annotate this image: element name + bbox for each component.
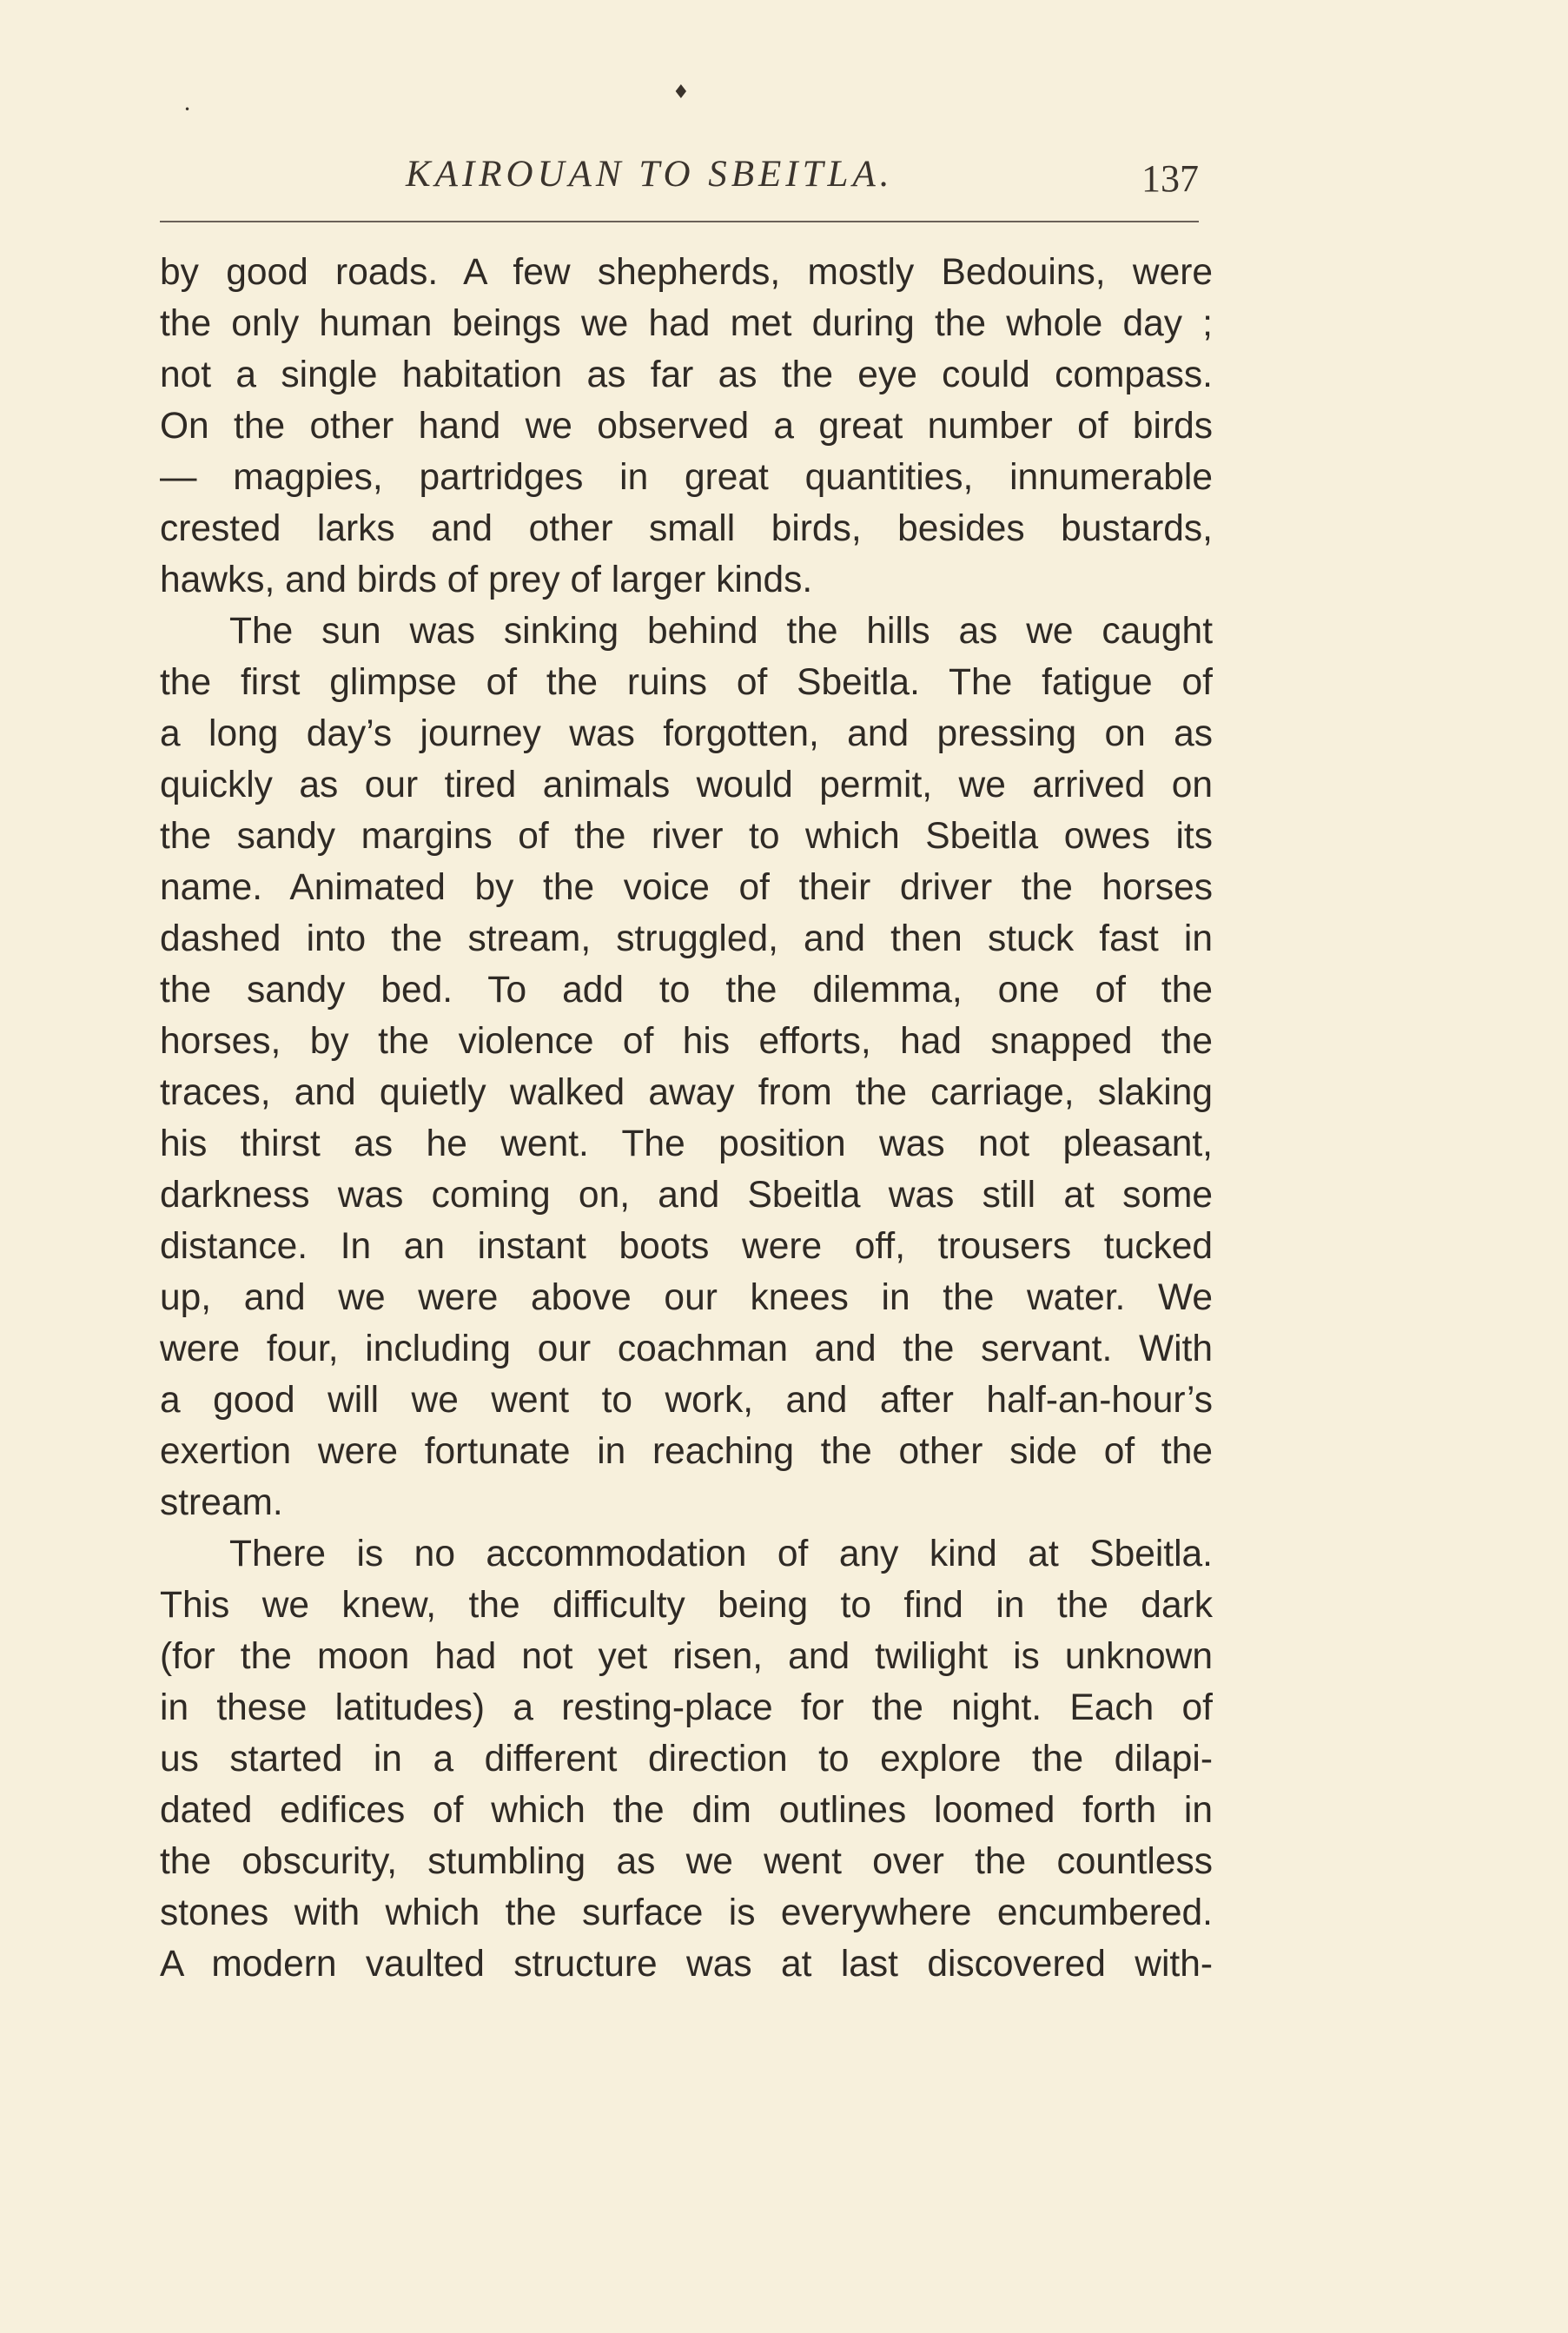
running-title: KAIROUAN TO SBEITLA. [406, 154, 894, 195]
text-line: the sandy bed. To add to the dilemma, one of the [160, 970, 1213, 1011]
speck-mark: • [184, 103, 191, 116]
text-line: the obscurity, stumbling as we went over the countless [160, 1841, 1213, 1882]
text-line: — magpies, partridges in great quantities, innumerable [160, 457, 1213, 498]
text-line: stones with which the surface is everywhere encumbered. [160, 1892, 1213, 1933]
text-line: crested larks and other small birds, besides bustards, [160, 508, 1213, 549]
text-line: There is no accommodation of any kind at Sbeitla. [229, 1534, 1213, 1574]
text-line: a good will we went to work, and after half-an-hour’s [160, 1380, 1213, 1421]
body-text [160, 247, 1213, 1990]
text-line: not a single habitation as far as the eye could compass. [160, 355, 1213, 395]
text-line: the first glimpse of the ruins of Sbeitla. The fatigue of [160, 662, 1213, 703]
text-line: darkness was coming on, and Sbeitla was still at some [160, 1175, 1213, 1216]
text-line: quickly as our tired animals would permit, we arrived on [160, 765, 1213, 805]
page-number: 137 [1141, 157, 1199, 200]
running-head [160, 146, 1199, 207]
text-line: distance. In an instant boots were off, trousers tucked [160, 1226, 1213, 1267]
text-line: in these latitudes) a resting-place for the night. Each of [160, 1687, 1213, 1728]
text-line: A modern vaulted structure was at last discovered with- [160, 1944, 1213, 1985]
text-line: The sun was sinking behind the hills as we caught [229, 611, 1213, 652]
text-line: (for the moon had not yet risen, and twilight is unknown [160, 1636, 1213, 1677]
text-line: dashed into the stream, struggled, and then stuck fast in [160, 918, 1213, 959]
printer-mark-ornament: ♦ [672, 82, 690, 103]
text-line: the only human beings we had met during the whole day ; [160, 303, 1213, 344]
text-line: a long day’s journey was forgotten, and pressing on as [160, 713, 1213, 754]
text-line: stream. [160, 1482, 283, 1523]
text-line: name. Animated by the voice of their driver the horses [160, 867, 1213, 908]
text-line: On the other hand we observed a great number of birds [160, 406, 1213, 447]
text-line: dated edifices of which the dim outlines loomed forth in [160, 1790, 1213, 1831]
text-line: up, and we were above our knees in the water. We [160, 1277, 1213, 1318]
text-line: This we knew, the difficulty being to find in the dark [160, 1585, 1213, 1626]
text-line: hawks, and birds of prey of larger kinds. [160, 560, 813, 600]
text-line: exertion were fortunate in reaching the other side of the [160, 1431, 1213, 1472]
text-line: traces, and quietly walked away from the carriage, slaking [160, 1072, 1213, 1113]
text-line: by good roads. A few shepherds, mostly Bedouins, were [160, 252, 1213, 293]
text-line: us started in a different direction to explore the dilapi- [160, 1739, 1213, 1780]
text-line: horses, by the violence of his efforts, had snapped the [160, 1021, 1213, 1062]
header-rule [160, 221, 1199, 222]
text-line: were four, including our coachman and the servant. With [160, 1329, 1213, 1369]
text-line: the sandy margins of the river to which Sbeitla owes its [160, 816, 1213, 857]
text-line: his thirst as he went. The position was not pleasant, [160, 1123, 1213, 1164]
